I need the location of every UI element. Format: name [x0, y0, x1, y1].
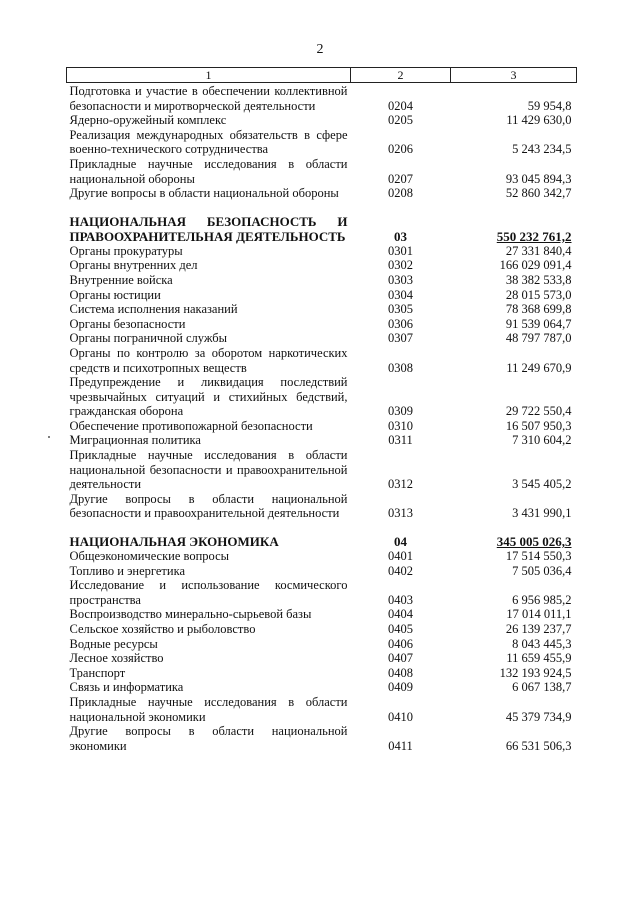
row-code: 0405 — [388, 622, 413, 636]
row-code: 0307 — [388, 331, 413, 346]
table-row — [67, 680, 577, 695]
row-amount: 7 310 604,2 — [512, 433, 572, 448]
row-code: 0313 — [388, 506, 413, 521]
row-amount: 26 139 237,7 — [505, 622, 572, 636]
row-name: Исследование и использование космического пространства — [69, 578, 348, 607]
budget-table — [66, 67, 577, 753]
table-body — [67, 83, 577, 754]
row-code: 0411 — [388, 738, 413, 753]
row-amount: 6 956 985,2 — [512, 592, 572, 607]
row-amount: 166 029 091,4 — [499, 258, 572, 273]
row-name: Органы по контролю за оборотом наркотических средств и психотропных веществ — [69, 345, 348, 375]
table-row — [67, 448, 577, 492]
row-name: Система исполнения наказаний — [69, 302, 238, 317]
table-row — [67, 186, 577, 211]
row-amount: 28 015 573,0 — [505, 287, 572, 302]
row-name: Органы внутренних дел — [69, 258, 198, 273]
row-name: Подготовка и участие в обеспечении коллективной безопасности и миротворческой деятельности — [69, 84, 348, 113]
table-row — [67, 622, 577, 637]
row-code: 0303 — [388, 272, 413, 287]
table-row — [67, 637, 577, 652]
row-amount: 17 014 011,1 — [506, 607, 572, 622]
row-name: Другие вопросы в области национальной обороны — [69, 186, 339, 201]
row-amount: 38 382 533,8 — [505, 272, 572, 287]
row-code: 0205 — [388, 113, 413, 128]
table-header — [67, 68, 577, 83]
row-amount: 11 429 630,0 — [506, 113, 572, 128]
row-amount: 66 531 506,3 — [505, 738, 572, 753]
row-code: 0306 — [388, 316, 413, 331]
row-amount: 91 539 064,7 — [505, 316, 572, 331]
row-name: Другие вопросы в области национальной экономики — [69, 724, 348, 753]
row-code: 0401 — [388, 549, 413, 564]
row-amount: 5 243 234,5 — [512, 142, 572, 157]
table-row — [67, 651, 577, 666]
table-row — [67, 302, 577, 317]
table-row — [67, 433, 577, 448]
row-name: Органы юстиции — [69, 287, 161, 302]
row-amount: 48 797 787,0 — [505, 331, 572, 346]
table-row — [67, 492, 577, 531]
stray-mark — [48, 436, 50, 438]
row-amount: 8 043 445,3 — [512, 636, 572, 651]
row-name: Сельское хозяйство и рыболовство — [69, 622, 256, 636]
row-name: Внутренние войска — [69, 272, 173, 287]
row-name: Реализация международных обязательств в сфере военно-технического сотрудничества — [69, 127, 348, 157]
column-header-amount: 3 — [451, 68, 577, 83]
row-name: Миграционная политика — [69, 433, 201, 448]
header-row — [67, 68, 577, 83]
table-row — [67, 128, 577, 157]
row-code: 0310 — [388, 418, 413, 433]
row-code: 0304 — [388, 287, 413, 302]
row-code: 0312 — [388, 477, 413, 492]
row-code: 04 — [394, 534, 407, 550]
row-amount: 7 505 036,4 — [512, 563, 572, 578]
row-code: 0403 — [388, 592, 413, 607]
row-amount: 345 005 026,3 — [496, 534, 572, 550]
page-number: 2 — [316, 42, 324, 57]
table-row — [67, 288, 577, 303]
row-amount: 16 507 950,3 — [505, 418, 572, 433]
row-code: 0207 — [388, 171, 413, 186]
row-code: 0402 — [388, 563, 413, 578]
row-name: Прикладные научные исследования в области национальной экономики — [69, 694, 348, 724]
row-code: 0410 — [388, 709, 413, 724]
table-row — [67, 331, 577, 346]
row-name: НАЦИОНАЛЬНАЯ БЕЗОПАСНОСТЬ И ПРАВООХРАНИТЕЛЬНАЯ ДЕЯТЕЛЬНОСТЬ — [69, 213, 348, 244]
row-name: Транспорт — [69, 665, 126, 680]
row-amount: 52 860 342,7 — [505, 186, 572, 201]
table-row — [67, 244, 577, 259]
row-code: 0309 — [388, 404, 413, 419]
row-code: 0404 — [388, 607, 413, 622]
row-code: 0407 — [388, 651, 413, 666]
table-row — [67, 695, 577, 724]
row-code: 0208 — [388, 186, 413, 201]
row-amount: 93 045 894,3 — [505, 171, 572, 186]
row-name: Ядерно-оружейный комплекс — [69, 113, 227, 128]
table-row — [67, 419, 577, 434]
row-name: Связь и информатика — [69, 680, 184, 695]
table-row — [67, 666, 577, 681]
row-code: 0311 — [388, 433, 413, 448]
row-name: Лесное хозяйство — [69, 651, 164, 666]
row-name: Прикладные научные исследования в области национальной обороны — [69, 156, 348, 186]
row-name: Прикладные научные исследования в области национальной безопасности и правоохранительной деятельности — [69, 448, 348, 492]
row-name: Органы пограничной службы — [69, 331, 228, 346]
row-name: НАЦИОНАЛЬНАЯ ЭКОНОМИКА — [69, 534, 279, 550]
row-name: Водные ресурсы — [69, 636, 158, 651]
row-code: 0406 — [388, 636, 413, 651]
row-name: Органы прокуратуры — [69, 243, 183, 258]
row-code: 0302 — [388, 258, 413, 273]
section-row — [67, 211, 577, 244]
row-code: 0301 — [388, 243, 413, 258]
row-name: Общеэкономические вопросы — [69, 549, 230, 564]
row-code: 0308 — [388, 360, 413, 375]
row-name: Другие вопросы в области национальной безопасности и правоохранительной деятельности — [69, 491, 348, 521]
row-name: Предупреждение и ликвидация последствий чрезвычайных ситуаций и стихийных бедствий, гражданская оборона — [69, 375, 348, 419]
row-amount: 3 545 405,2 — [512, 477, 572, 492]
section-row — [67, 531, 577, 549]
table-row — [67, 273, 577, 288]
row-amount: 78 368 699,8 — [505, 302, 572, 317]
table-row — [67, 113, 577, 128]
row-code: 0204 — [388, 98, 413, 113]
table-row — [67, 564, 577, 579]
row-code: 0408 — [388, 665, 413, 680]
row-code: 03 — [394, 228, 407, 244]
row-amount: 17 514 550,3 — [505, 549, 572, 564]
row-amount: 59 954,8 — [527, 98, 572, 113]
row-amount: 3 431 990,1 — [512, 506, 572, 521]
row-code: 0206 — [388, 142, 413, 157]
table-row — [67, 607, 577, 622]
table-row — [67, 549, 577, 564]
table-row — [67, 258, 577, 273]
table-row — [67, 346, 577, 375]
column-header-code: 2 — [351, 68, 451, 83]
row-amount: 11 249 670,9 — [506, 360, 572, 375]
table-row — [67, 375, 577, 419]
row-name: Органы безопасности — [69, 316, 186, 331]
table-row — [67, 157, 577, 186]
row-amount: 6 067 138,7 — [512, 680, 572, 695]
table-row — [67, 724, 577, 753]
row-name: Воспроизводство минерально-сырьевой базы — [69, 607, 312, 622]
row-name: Топливо и энергетика — [69, 563, 186, 578]
row-amount: 11 659 455,9 — [506, 651, 572, 666]
row-amount: 29 722 550,4 — [505, 404, 572, 419]
table-row — [67, 83, 577, 114]
row-amount: 132 193 924,5 — [499, 665, 572, 680]
table-row — [67, 578, 577, 607]
row-amount: 45 379 734,9 — [505, 709, 572, 724]
row-name: Обеспечение противопожарной безопасности — [69, 418, 313, 433]
row-amount: 27 331 840,4 — [505, 243, 572, 258]
row-amount: 550 232 761,2 — [496, 228, 572, 244]
column-header-name: 1 — [67, 68, 351, 83]
row-code: 0305 — [388, 302, 413, 317]
table-row — [67, 317, 577, 332]
row-code: 0409 — [388, 680, 413, 695]
